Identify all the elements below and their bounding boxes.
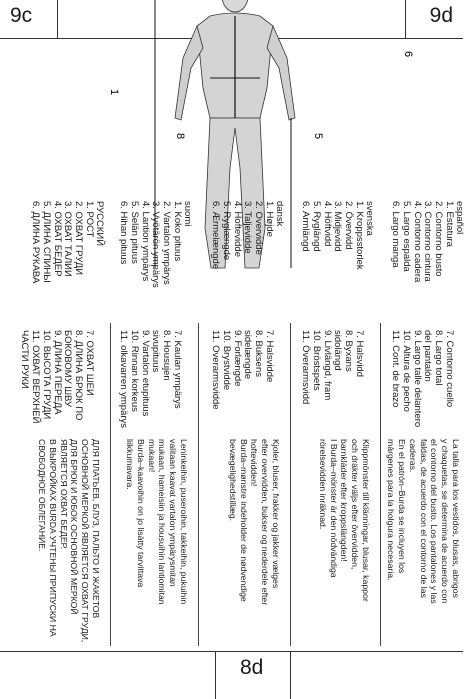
measurement-item: ЧАСТИ РУКИ xyxy=(19,330,31,389)
measurement-item: 11. ОХВАТ ВЕРХНЕЙ xyxy=(30,330,42,424)
measurement-item: 7. ОХВАТ ШЕИ xyxy=(84,330,95,396)
note-line: el contorno del busto. Los pantalones y las xyxy=(429,439,440,604)
measurement-item: 2. Overvidde xyxy=(253,201,265,255)
figure-label-8: 8 xyxy=(174,133,186,140)
measurement-item: sivupituus xyxy=(150,330,162,373)
measurement-item: del pantalón xyxy=(422,330,434,382)
note-line: efter overvidden, bukser og nederdele efter xyxy=(260,439,271,606)
measurement-item: 8. Buksens xyxy=(253,330,265,377)
bottom-rule xyxy=(0,651,463,652)
measurement-list-primary xyxy=(389,201,465,316)
measurement-list-primary xyxy=(117,201,193,316)
measurement-item: 8. Housujen xyxy=(161,330,173,381)
note-paragraph xyxy=(385,439,461,644)
figure-label-6: 6 xyxy=(402,51,414,58)
measurement-sheet xyxy=(0,43,465,646)
measurement-list-primary xyxy=(209,201,285,316)
measurement-item: 1. Kroppsstorlek xyxy=(354,201,365,270)
measurement-item: 10. Rinnan korkeus xyxy=(128,330,140,412)
note-line: rörelsevidden inräknad. xyxy=(317,439,328,530)
note-line: ОСНОВНОЙ МЕРКОЙ ЯВЛЯЕТСЯ ОХВАТ ГРУДИ, xyxy=(80,439,91,643)
measurement-item: 4. Hoftevidde xyxy=(231,201,243,257)
measurement-list-primary xyxy=(29,201,105,316)
measurement-item: 10. Bröstspets xyxy=(310,330,322,391)
figure-label-5: 5 xyxy=(312,133,324,140)
note-line: mukaan! xyxy=(146,439,157,473)
measurement-item: 9. Livlängd, fram xyxy=(321,330,333,401)
section-divider xyxy=(380,323,381,646)
note-line: En el patrón–Burda se incluyen los xyxy=(397,439,408,574)
section-divider xyxy=(290,323,291,646)
measurement-item: 1. Estatura xyxy=(444,201,455,247)
measurement-item: 4. Lantion ympärys xyxy=(139,201,151,282)
note-line: bevægelighedstillæg. xyxy=(227,439,238,522)
measurement-item: 11. Överarmsvidd xyxy=(300,330,312,405)
note-line: faldas, de acuerdo con el contorno de las xyxy=(418,439,429,598)
language-title: suomi xyxy=(182,201,193,227)
note-line: valitaan kaavat vartalon ympärysmitan xyxy=(168,439,179,587)
measurement-item: 5. Ryglængde xyxy=(220,201,232,261)
figure-illustration xyxy=(5,43,465,193)
measurement-list-secondary xyxy=(299,330,364,430)
measurement-item: 7. Kaulan ympärys xyxy=(172,330,183,409)
note-line: Burda–kaavoihin on jo lisätty tarvittava xyxy=(135,439,146,588)
measurement-item: 5. Ryglängd xyxy=(310,201,322,252)
note-paragraph xyxy=(227,439,281,644)
language-title: svenska xyxy=(364,201,375,236)
measurement-item: 9. ДЛИНА ПЕРЕДА xyxy=(51,330,63,415)
figure-label-1: 1 xyxy=(108,89,120,96)
note-paragraph xyxy=(124,439,189,644)
measurement-item: 7. Halsvidd xyxy=(354,330,365,377)
measurement-item: 7. Halsvidde xyxy=(264,330,275,383)
note-line: y chaquetas, se determina de acuerdo con xyxy=(440,439,451,604)
measurement-item: 4. ОХВАТ БЕДЕР xyxy=(51,201,63,277)
measurement-item: 3. Contorno cintura xyxy=(422,201,434,282)
language-title: español xyxy=(454,201,465,235)
measurement-item: 9. Vartalon etupituus xyxy=(139,330,151,417)
measurement-item: 8. Largo total xyxy=(433,330,445,386)
tab-divider-right xyxy=(405,0,406,38)
measurement-list-secondary xyxy=(18,330,94,430)
measurement-item: 11. Overarmsvidde xyxy=(210,330,222,410)
note-line: och dräkter väljs efter övervidden, xyxy=(350,439,361,570)
measurement-list-secondary xyxy=(389,330,454,430)
note-line: В ВЫКРОЙКАХ BURDA УЧТЕНЫ ПРИПУСКИ НА xyxy=(47,439,58,637)
measurement-item: 10. Brystvidde xyxy=(220,330,232,391)
measurement-list-secondary xyxy=(209,330,274,430)
measurement-item: 4. Höftvidd xyxy=(321,201,333,247)
measurement-item: 8. Byxans xyxy=(343,330,355,372)
note-line: liikkumavara. xyxy=(125,439,136,490)
note-line: ДЛЯ ПЛАТЬЕВ, БЛУЗ, ПАЛЬТО И ЖАКЕТОВ xyxy=(91,439,101,619)
tab-divider-bottom-right xyxy=(290,651,291,699)
measurement-item: 6. Armlängd xyxy=(300,201,312,252)
measurement-item: 6. Ærmelængde xyxy=(210,201,222,270)
page-code-top-left: 9c xyxy=(10,4,33,27)
note-line: barnkläder efter kroppslängden! xyxy=(339,439,350,562)
measurement-item: 2. Övervidd xyxy=(343,201,355,250)
note-line: caderas. xyxy=(407,439,418,473)
measurement-item: 2. Vartalon ympärys xyxy=(161,201,173,285)
section-divider xyxy=(198,323,199,646)
measurement-item: 7. Contorno cuello xyxy=(444,330,455,408)
measurement-item: 8. ДЛИНА БРЮК ПО xyxy=(73,330,85,421)
language-title: dansk xyxy=(274,201,285,227)
note-line: I Burda–mönster är den nödvändiga xyxy=(328,439,339,578)
note-line: hoftevidden! xyxy=(249,439,260,487)
language-title: РУССКИЙ xyxy=(94,201,105,247)
measurement-item: 4. Contorno cadera xyxy=(411,201,423,283)
measurement-item: 6. ДЛИНА РУКАВА xyxy=(30,201,42,284)
note-line: Kjoler, bluser, frakker og jakker vælges xyxy=(271,439,281,589)
measurement-item: 5. Largo espalda xyxy=(400,201,412,272)
note-paragraph xyxy=(317,439,371,644)
note-line: СВОБОДНОЕ ОБЛЕГАНИЕ. xyxy=(37,439,48,552)
note-line: ДЛЯ БРЮК И ЮБОК ОСНОВНОЙ МЕРКОЙ xyxy=(69,439,80,615)
measurement-item: 1. Højde xyxy=(264,201,275,237)
measurement-item: 6. Hihan pituus xyxy=(118,201,130,265)
measurement-item: 6. Largo manga xyxy=(390,201,402,268)
measurement-item: sidelængde xyxy=(242,330,254,380)
measurement-item: 10. Altura de pecho xyxy=(400,330,412,412)
measurement-item: 11. Cont. de brazo xyxy=(390,330,402,408)
section-divider xyxy=(110,323,111,646)
note-paragraph xyxy=(36,439,101,644)
measurement-item: 5. ДЛИНА СПИНЫ xyxy=(40,201,52,283)
note-line: Leninkeihin, puseroihin, takkeihin, pukuihin xyxy=(179,439,189,605)
measurement-item: 2. ОХВАТ ГРУДИ xyxy=(73,201,85,276)
measurement-list-primary xyxy=(299,201,375,316)
measurement-item: 3. Taljevidde xyxy=(242,201,254,254)
measurement-item: 9. Forlængde xyxy=(231,330,243,387)
note-line: ЯВЛЯЕТСЯ ОХВАТ БЕДЕР. xyxy=(58,439,69,550)
measurement-item: БОКОВОМУ ШВУ xyxy=(62,330,74,408)
note-line: mukaan, hameisiin ja housuihin lantiomitan xyxy=(157,439,168,605)
note-line: Burda–mønstre indeholder de nødvendige xyxy=(238,439,249,602)
measurement-item: 3. Vyötärön ympärys xyxy=(150,201,162,288)
measurement-item: 10. ВЫСОТА ГРУДИ xyxy=(40,330,52,420)
measurement-item: 1. Koko pituus xyxy=(172,201,183,262)
tab-divider-left xyxy=(57,0,58,38)
measurement-item: sidolängd xyxy=(332,330,344,371)
page-code-top-right: 9d xyxy=(429,4,453,27)
measurement-item: 5. Selän pituus xyxy=(128,201,140,264)
note-line: Klippmönster till klänningar, blusar, kappor xyxy=(361,439,371,602)
measurement-item: 2. Contorno busto xyxy=(433,201,445,277)
tab-divider-bottom-left xyxy=(215,651,216,699)
measurement-item: 3. Midjevidd xyxy=(332,201,344,252)
measurement-item: 3. ОХВАТ ТАЛИИ xyxy=(62,201,74,277)
measurement-item: 11. olkavarren ympärys xyxy=(118,330,130,429)
page-code-bottom: 8d xyxy=(240,656,264,679)
note-line: La talla para los vestidos, blusas, abrigos xyxy=(451,439,461,598)
measurement-list-secondary xyxy=(117,330,182,430)
measurement-item: 1. РОСТ xyxy=(84,201,95,238)
note-line: márgenes para la holgura necesaria. xyxy=(386,439,397,581)
measurement-item: 9. Largo talle delantero xyxy=(411,330,423,428)
